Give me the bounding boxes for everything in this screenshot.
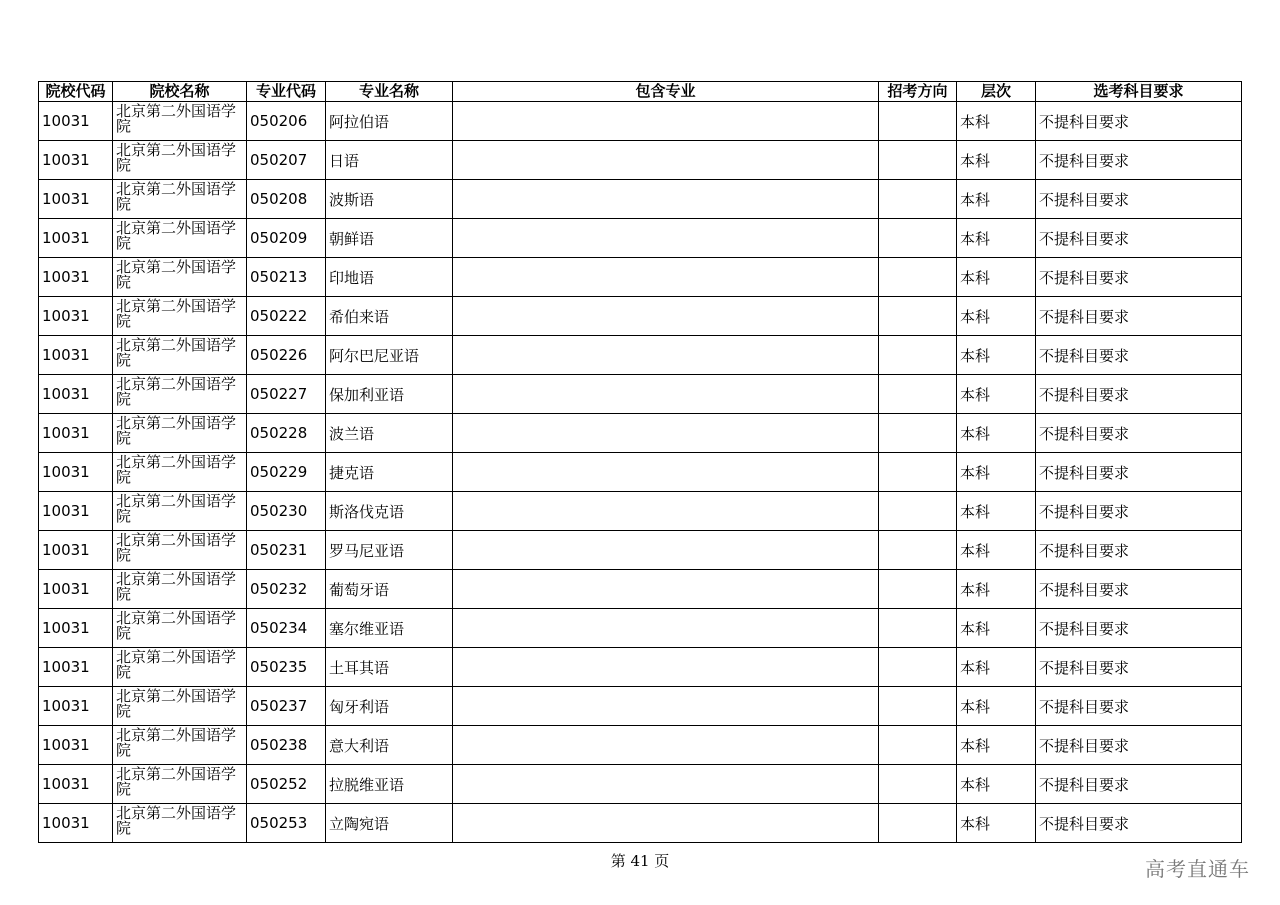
level-cell: 本科 — [957, 648, 1036, 687]
school-code-cell: 10031 — [39, 648, 113, 687]
major-code-cell: 050222 — [247, 297, 326, 336]
header-included-majors: 包含专业 — [453, 82, 879, 102]
page-number: 第 41 页 — [610, 852, 670, 870]
level-cell: 本科 — [957, 492, 1036, 531]
school-code-cell: 10031 — [39, 141, 113, 180]
direction-cell — [879, 804, 957, 843]
major-code-cell: 050252 — [247, 765, 326, 804]
watermark-logo-text: 高考直通车 — [1145, 857, 1250, 881]
major-code-cell: 050229 — [247, 453, 326, 492]
school-code-cell: 10031 — [39, 726, 113, 765]
major-name-cell: 阿拉伯语 — [326, 102, 453, 141]
header-row — [39, 82, 1242, 102]
table-row — [39, 219, 1242, 258]
direction-cell — [879, 531, 957, 570]
school-code-cell: 10031 — [39, 102, 113, 141]
school-code-cell: 10031 — [39, 453, 113, 492]
table-row — [39, 726, 1242, 765]
included-majors-cell — [453, 492, 879, 531]
subject-requirement-cell: 不提科目要求 — [1036, 453, 1242, 492]
school-name-cell: 北京第二外国语学院 — [113, 804, 247, 843]
included-majors-cell — [453, 102, 879, 141]
direction-cell — [879, 180, 957, 219]
subject-requirement-cell: 不提科目要求 — [1036, 414, 1242, 453]
school-name-cell: 北京第二外国语学院 — [113, 726, 247, 765]
level-cell: 本科 — [957, 687, 1036, 726]
school-name-cell: 北京第二外国语学院 — [113, 102, 247, 141]
table-body — [39, 102, 1242, 843]
direction-cell — [879, 453, 957, 492]
major-name-cell: 捷克语 — [326, 453, 453, 492]
level-cell: 本科 — [957, 258, 1036, 297]
direction-cell — [879, 297, 957, 336]
level-cell: 本科 — [957, 765, 1036, 804]
table-row — [39, 609, 1242, 648]
included-majors-cell — [453, 258, 879, 297]
subject-requirement-cell: 不提科目要求 — [1036, 375, 1242, 414]
table-row — [39, 492, 1242, 531]
direction-cell — [879, 258, 957, 297]
major-code-cell: 050207 — [247, 141, 326, 180]
school-name-cell: 北京第二外国语学院 — [113, 141, 247, 180]
school-code-cell: 10031 — [39, 414, 113, 453]
direction-cell — [879, 765, 957, 804]
major-name-cell: 波斯语 — [326, 180, 453, 219]
included-majors-cell — [453, 297, 879, 336]
major-name-cell: 阿尔巴尼亚语 — [326, 336, 453, 375]
major-code-cell: 050228 — [247, 414, 326, 453]
included-majors-cell — [453, 726, 879, 765]
level-cell: 本科 — [957, 297, 1036, 336]
included-majors-cell — [453, 609, 879, 648]
school-code-cell: 10031 — [39, 570, 113, 609]
school-code-cell: 10031 — [39, 804, 113, 843]
included-majors-cell — [453, 375, 879, 414]
major-name-cell: 拉脱维亚语 — [326, 765, 453, 804]
level-cell: 本科 — [957, 726, 1036, 765]
table-row — [39, 687, 1242, 726]
included-majors-cell — [453, 531, 879, 570]
subject-requirement-cell: 不提科目要求 — [1036, 219, 1242, 258]
major-code-cell: 050234 — [247, 609, 326, 648]
table-row — [39, 297, 1242, 336]
major-name-cell: 朝鲜语 — [326, 219, 453, 258]
level-cell: 本科 — [957, 219, 1036, 258]
major-name-cell: 意大利语 — [326, 726, 453, 765]
school-code-cell: 10031 — [39, 258, 113, 297]
table-row — [39, 570, 1242, 609]
table-row — [39, 258, 1242, 297]
school-name-cell: 北京第二外国语学院 — [113, 570, 247, 609]
direction-cell — [879, 570, 957, 609]
level-cell: 本科 — [957, 180, 1036, 219]
major-name-cell: 斯洛伐克语 — [326, 492, 453, 531]
major-code-cell: 050232 — [247, 570, 326, 609]
table-row — [39, 765, 1242, 804]
major-name-cell: 日语 — [326, 141, 453, 180]
subject-requirement-cell: 不提科目要求 — [1036, 804, 1242, 843]
included-majors-cell — [453, 804, 879, 843]
subject-requirement-cell: 不提科目要求 — [1036, 648, 1242, 687]
major-name-cell: 塞尔维亚语 — [326, 609, 453, 648]
school-code-cell: 10031 — [39, 492, 113, 531]
subject-requirement-cell: 不提科目要求 — [1036, 726, 1242, 765]
subject-requirement-cell: 不提科目要求 — [1036, 570, 1242, 609]
school-name-cell: 北京第二外国语学院 — [113, 297, 247, 336]
table-row — [39, 804, 1242, 843]
level-cell: 本科 — [957, 570, 1036, 609]
direction-cell — [879, 219, 957, 258]
school-code-cell: 10031 — [39, 336, 113, 375]
included-majors-cell — [453, 180, 879, 219]
school-name-cell: 北京第二外国语学院 — [113, 687, 247, 726]
subject-requirement-cell: 不提科目要求 — [1036, 141, 1242, 180]
major-code-cell: 050237 — [247, 687, 326, 726]
major-name-cell: 希伯来语 — [326, 297, 453, 336]
school-code-cell: 10031 — [39, 609, 113, 648]
table-row — [39, 453, 1242, 492]
school-name-cell: 北京第二外国语学院 — [113, 414, 247, 453]
school-code-cell: 10031 — [39, 765, 113, 804]
school-name-cell: 北京第二外国语学院 — [113, 219, 247, 258]
major-code-cell: 050208 — [247, 180, 326, 219]
school-name-cell: 北京第二外国语学院 — [113, 648, 247, 687]
admissions-table — [38, 81, 1242, 843]
major-name-cell: 保加利亚语 — [326, 375, 453, 414]
table-row — [39, 531, 1242, 570]
included-majors-cell — [453, 219, 879, 258]
school-name-cell: 北京第二外国语学院 — [113, 375, 247, 414]
school-code-cell: 10031 — [39, 219, 113, 258]
table-row — [39, 375, 1242, 414]
level-cell: 本科 — [957, 609, 1036, 648]
included-majors-cell — [453, 414, 879, 453]
table-row — [39, 336, 1242, 375]
school-code-cell: 10031 — [39, 180, 113, 219]
direction-cell — [879, 648, 957, 687]
level-cell: 本科 — [957, 375, 1036, 414]
subject-requirement-cell: 不提科目要求 — [1036, 258, 1242, 297]
header-school-code: 院校代码 — [39, 82, 113, 102]
major-code-cell: 050231 — [247, 531, 326, 570]
school-name-cell: 北京第二外国语学院 — [113, 258, 247, 297]
header-direction: 招考方向 — [879, 82, 957, 102]
major-code-cell: 050253 — [247, 804, 326, 843]
school-name-cell: 北京第二外国语学院 — [113, 531, 247, 570]
school-code-cell: 10031 — [39, 531, 113, 570]
school-code-cell: 10031 — [39, 375, 113, 414]
subject-requirement-cell: 不提科目要求 — [1036, 765, 1242, 804]
school-name-cell: 北京第二外国语学院 — [113, 180, 247, 219]
major-name-cell: 匈牙利语 — [326, 687, 453, 726]
major-code-cell: 050238 — [247, 726, 326, 765]
direction-cell — [879, 492, 957, 531]
major-code-cell: 050226 — [247, 336, 326, 375]
included-majors-cell — [453, 570, 879, 609]
level-cell: 本科 — [957, 804, 1036, 843]
major-code-cell: 050206 — [247, 102, 326, 141]
table-row — [39, 141, 1242, 180]
major-code-cell: 050209 — [247, 219, 326, 258]
level-cell: 本科 — [957, 141, 1036, 180]
included-majors-cell — [453, 648, 879, 687]
table-row — [39, 414, 1242, 453]
included-majors-cell — [453, 141, 879, 180]
major-code-cell: 050213 — [247, 258, 326, 297]
subject-requirement-cell: 不提科目要求 — [1036, 609, 1242, 648]
included-majors-cell — [453, 453, 879, 492]
header-school-name: 院校名称 — [113, 82, 247, 102]
major-name-cell: 立陶宛语 — [326, 804, 453, 843]
level-cell: 本科 — [957, 453, 1036, 492]
major-name-cell: 印地语 — [326, 258, 453, 297]
school-code-cell: 10031 — [39, 297, 113, 336]
table-row — [39, 102, 1242, 141]
level-cell: 本科 — [957, 336, 1036, 375]
table-row — [39, 648, 1242, 687]
direction-cell — [879, 102, 957, 141]
direction-cell — [879, 726, 957, 765]
subject-requirement-cell: 不提科目要求 — [1036, 492, 1242, 531]
direction-cell — [879, 414, 957, 453]
school-name-cell: 北京第二外国语学院 — [113, 492, 247, 531]
included-majors-cell — [453, 765, 879, 804]
subject-requirement-cell: 不提科目要求 — [1036, 102, 1242, 141]
direction-cell — [879, 336, 957, 375]
subject-requirement-cell: 不提科目要求 — [1036, 687, 1242, 726]
subject-requirement-cell: 不提科目要求 — [1036, 297, 1242, 336]
level-cell: 本科 — [957, 414, 1036, 453]
school-name-cell: 北京第二外国语学院 — [113, 765, 247, 804]
direction-cell — [879, 375, 957, 414]
school-code-cell: 10031 — [39, 687, 113, 726]
major-name-cell: 罗马尼亚语 — [326, 531, 453, 570]
direction-cell — [879, 687, 957, 726]
direction-cell — [879, 141, 957, 180]
included-majors-cell — [453, 687, 879, 726]
major-name-cell: 葡萄牙语 — [326, 570, 453, 609]
major-code-cell: 050227 — [247, 375, 326, 414]
major-name-cell: 土耳其语 — [326, 648, 453, 687]
major-code-cell: 050235 — [247, 648, 326, 687]
subject-requirement-cell: 不提科目要求 — [1036, 336, 1242, 375]
level-cell: 本科 — [957, 102, 1036, 141]
header-level: 层次 — [957, 82, 1036, 102]
level-cell: 本科 — [957, 531, 1036, 570]
school-name-cell: 北京第二外国语学院 — [113, 453, 247, 492]
table-row — [39, 180, 1242, 219]
subject-requirement-cell: 不提科目要求 — [1036, 531, 1242, 570]
header-subject-requirement: 选考科目要求 — [1036, 82, 1242, 102]
direction-cell — [879, 609, 957, 648]
included-majors-cell — [453, 336, 879, 375]
subject-requirement-cell: 不提科目要求 — [1036, 180, 1242, 219]
major-code-cell: 050230 — [247, 492, 326, 531]
header-major-code: 专业代码 — [247, 82, 326, 102]
school-name-cell: 北京第二外国语学院 — [113, 609, 247, 648]
school-name-cell: 北京第二外国语学院 — [113, 336, 247, 375]
header-major-name: 专业名称 — [326, 82, 453, 102]
major-name-cell: 波兰语 — [326, 414, 453, 453]
